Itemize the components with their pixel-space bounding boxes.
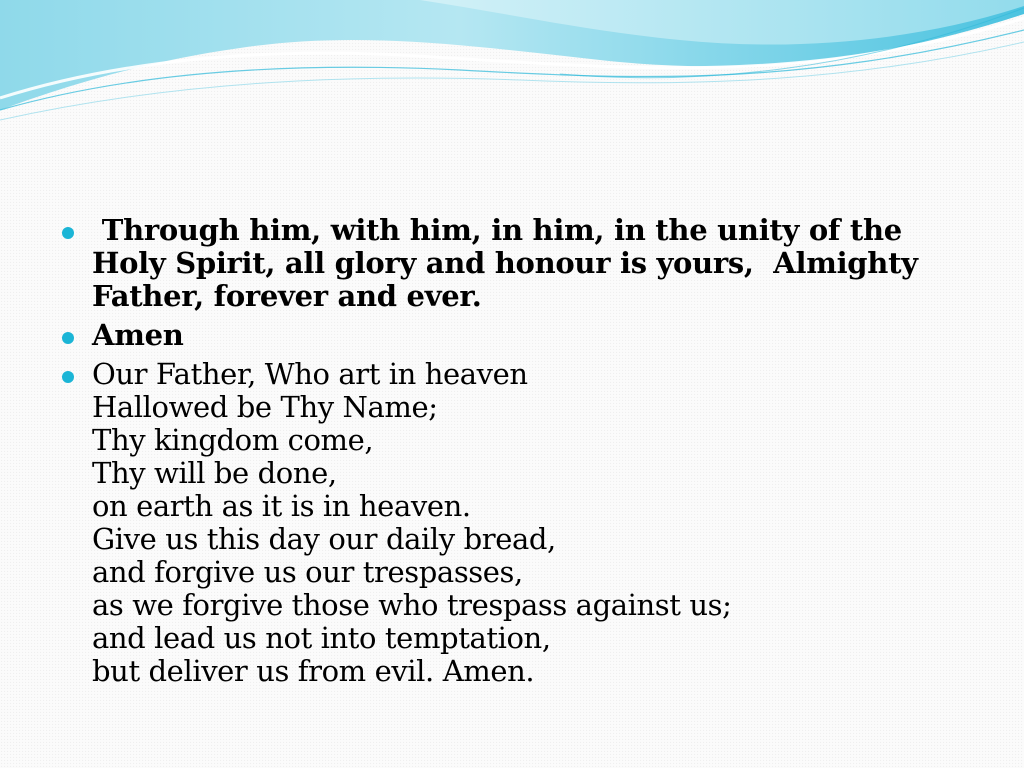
our-father-line: Give us this day our daily bread, [92, 522, 556, 556]
our-father-line: as we forgive those who trespass against us; [92, 588, 732, 622]
wave-header-decoration [0, 0, 1024, 130]
amen-line: Amen [92, 318, 184, 352]
bullet-our-father [58, 358, 958, 688]
our-father-line: but deliver us from evil. Amen. [92, 654, 535, 688]
bullet-amen [58, 319, 958, 352]
doxology-line: Holy Spirit, all glory and honour is yours, Almighty [92, 246, 918, 280]
our-father-line: and forgive us our trespasses, [92, 555, 523, 589]
our-father-line: Our Father, Who art in heaven [92, 357, 528, 391]
doxology-line: Through him, with him, in him, in the unity of the [92, 213, 902, 247]
our-father-line: Thy kingdom come, [92, 423, 374, 457]
our-father-line: Hallowed be Thy Name; [92, 390, 438, 424]
our-father-line: Thy will be done, [92, 456, 337, 490]
prayer-bullet-list [58, 214, 958, 688]
our-father-line: on earth as it is in heaven. [92, 489, 471, 523]
bullet-dot-icon [62, 332, 74, 344]
bullet-dot-icon [62, 371, 74, 383]
bullet-doxology [58, 214, 958, 313]
our-father-line: and lead us not into temptation, [92, 621, 551, 655]
doxology-line: Father, forever and ever. [92, 279, 482, 313]
bullet-dot-icon [62, 227, 74, 239]
